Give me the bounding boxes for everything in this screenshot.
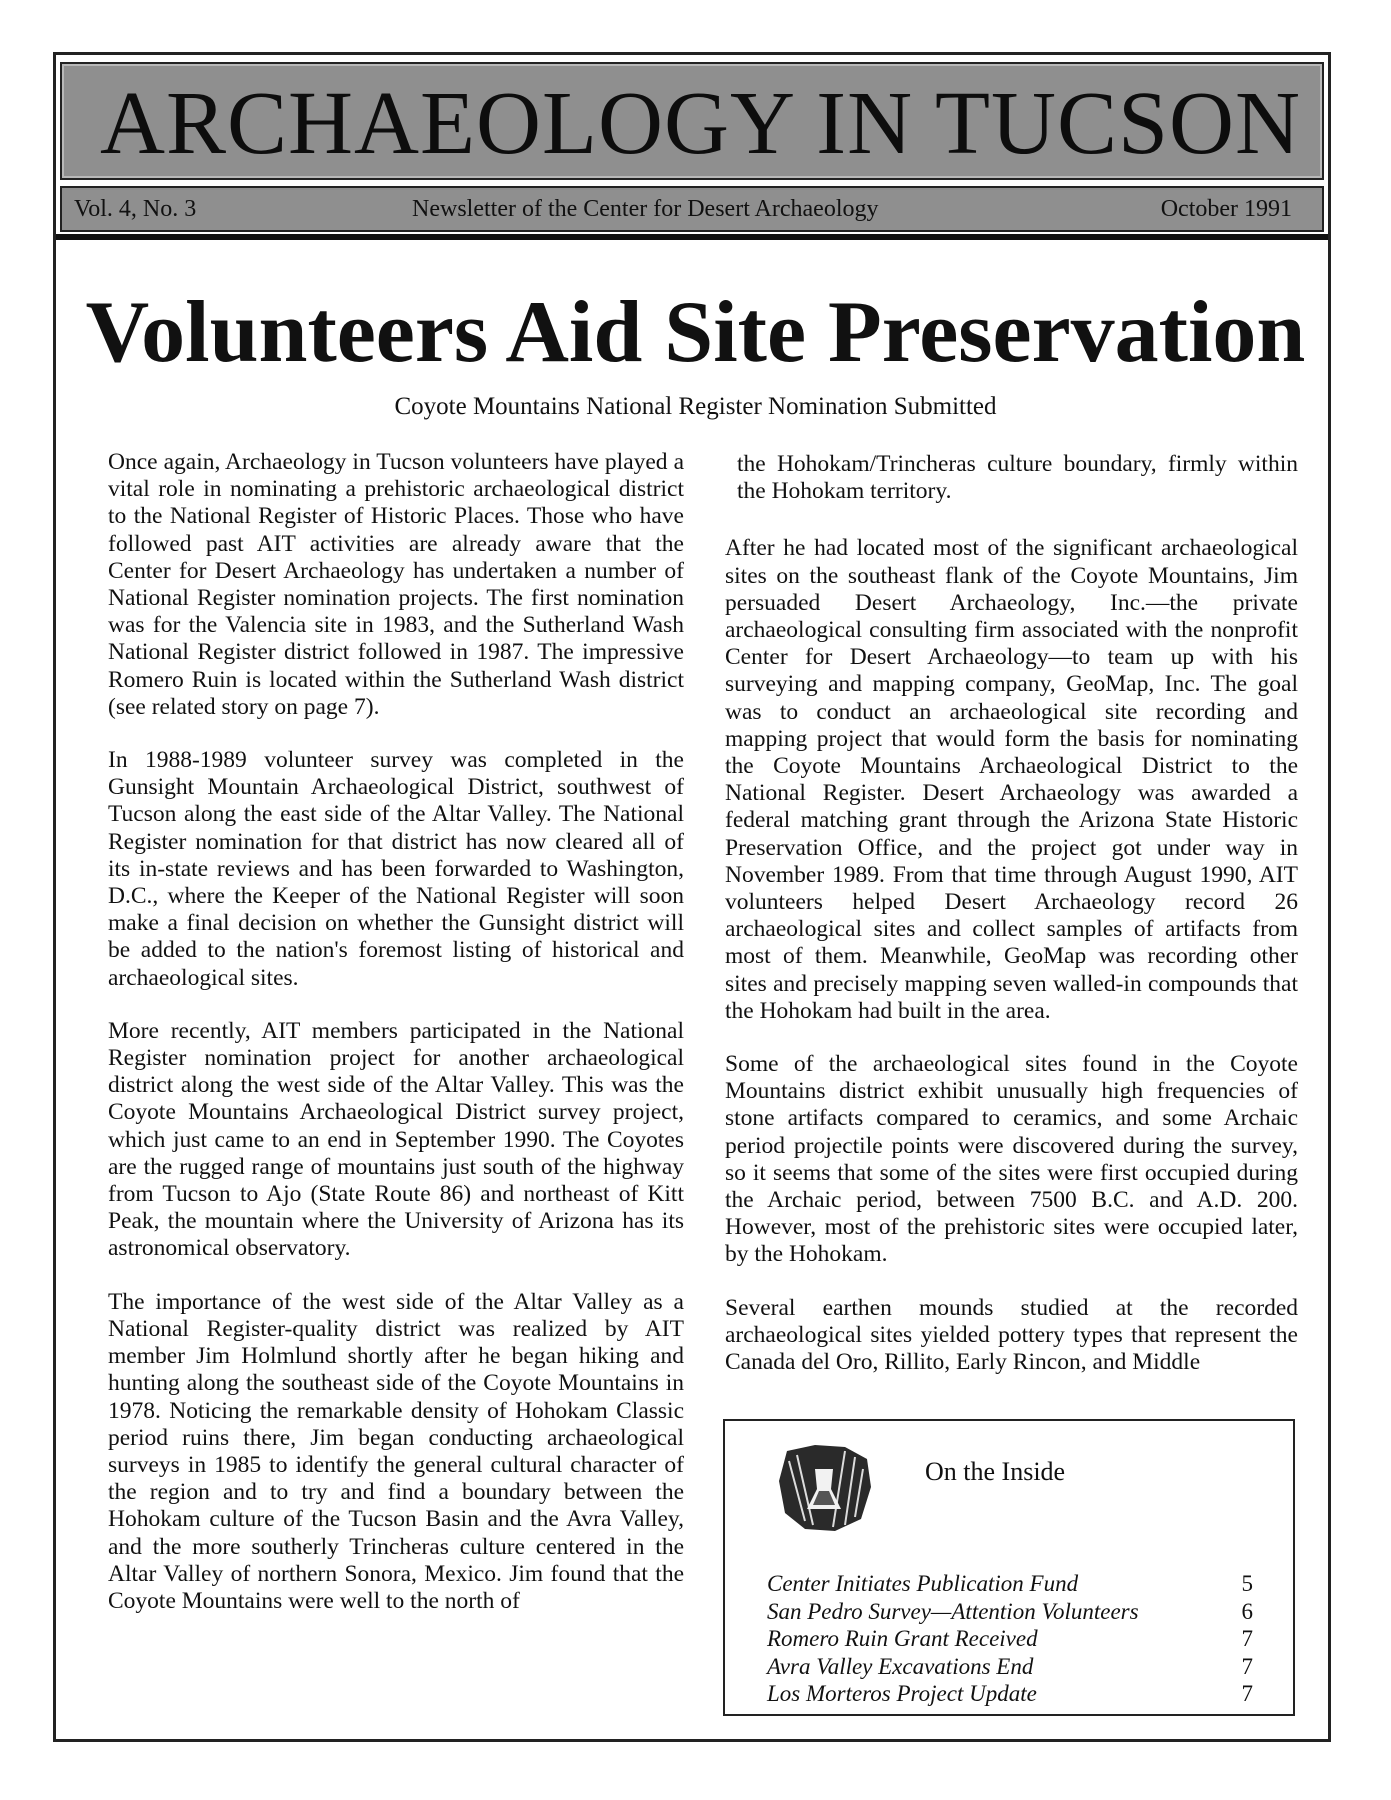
right-column bbox=[725, 451, 1298, 1402]
issue-info-bar bbox=[60, 186, 1324, 232]
article-subheadline: Coyote Mountains National Register Nomination Submitted bbox=[394, 393, 997, 420]
paragraph: the Hohokam/Trincheras culture boundary, firmly within the Hohokam territory. bbox=[737, 451, 1298, 505]
pottery-logo-icon bbox=[775, 1441, 875, 1533]
toc-item-page: 7 bbox=[1241, 1626, 1253, 1651]
paragraph: After he had located most of the significant archaeological sites on the southeast flank of the Coyote Mountains, Jim persuaded Desert Archaeology, Inc.—the private archaeological consulting firm associated with the nonprofit Center for Desert Archaeology—to team up with his surveying and mapping company, GeoMap, Inc. The goal was to conduct an archaeological site recording and mapping project that would form the basis for nominating the Coyote Mountains Archaeological District to the National Register. Desert Archaeology was awarded a federal matching grant through the Arizona State Historic Preservation Office, and the project got under way in November 1989. From that time through August 1990, AIT volunteers helped Desert Archaeology record 26 archaeological sites and collect samples of artifacts from most of them. Meanwhile, GeoMap was recording other sites and precisely mapping seven walled-in compounds that the Hohokam had built in the area. bbox=[725, 535, 1298, 1024]
paragraph: The importance of the west side of the Altar Valley as a National Register-quality district was realized by AIT member Jim Holmlund shortly after he began hiking and hunting along the southeast side of the Coyote Mountains in 1978. Noticing the remarkable density of Hohokam Classic period ruins there, Jim began conducting archaeological surveys in 1985 to identify the general cultural character of the region and to try and find a boundary between the Hohokam culture of the Tucson Basin and the Avra Valley, and the more southerly Trincheras culture centered in the Altar Valley of northern Sonora, Mexico. Jim found that the Coyote Mountains were well to the north of bbox=[108, 1288, 684, 1614]
masthead bbox=[60, 62, 1324, 180]
toc-item bbox=[767, 1599, 1253, 1627]
newsletter-tagline: Newsletter of the Center for Desert Archaeology bbox=[412, 196, 879, 222]
toc-item-page: 6 bbox=[1241, 1598, 1253, 1624]
toc-item-title: Avra Valley Excavations End bbox=[767, 1653, 1034, 1679]
toc-item bbox=[767, 1654, 1253, 1682]
issue-date: October 1991 bbox=[1160, 196, 1292, 222]
table-of-contents bbox=[767, 1571, 1253, 1709]
toc-item-title: Center Initiates Publication Fund bbox=[767, 1571, 1079, 1596]
toc-item bbox=[767, 1626, 1253, 1654]
toc-item bbox=[767, 1681, 1253, 1709]
toc-item-page: 7 bbox=[1241, 1681, 1253, 1706]
toc-item-page: 7 bbox=[1241, 1653, 1253, 1679]
toc-item bbox=[767, 1571, 1253, 1599]
paragraph: Several earthen mounds studied at the recorded archaeological sites yielded pottery types that represent the Canada del Oro, Rillito, Early Rincon, and Middle bbox=[725, 1294, 1298, 1376]
toc-item-title: Romero Ruin Grant Received bbox=[767, 1626, 1038, 1651]
left-column bbox=[108, 449, 684, 1641]
paragraph: Once again, Archaeology in Tucson volunteers have played a vital role in nominating a prehistoric archaeological district to the National Register of Historic Places. Those who have followed past AIT activities are already aware that the Center for Desert Archaeology has undertaken a number of National Register nomination projects. The first nomination was for the Valencia site in 1983, and the Sutherland Wash National Register district followed in 1987. The impressive Romero Ruin is located within the Sutherland Wash district (see related story on page 7). bbox=[108, 449, 684, 720]
volume-number: Vol. 4, No. 3 bbox=[74, 196, 197, 222]
article-headline: Volunteers Aid Site Preservation bbox=[85, 284, 1306, 381]
paragraph: More recently, AIT members participated in the National Register nomination project for another archaeological district along the west side of the Altar Valley. This was the Coyote Mountains Archaeological District survey project, which just came to an end in September 1990. The Coyotes are the rugged range of mountains just south of the highway from Tucson to Ajo (State Route 86) and northeast of Kitt Peak, the mountain where the University of Arizona has its astronomical observatory. bbox=[108, 1017, 684, 1262]
toc-item-title: Los Morteros Project Update bbox=[767, 1681, 1037, 1706]
paragraph: In 1988-1989 volunteer survey was completed in the Gunsight Mountain Archaeological District, southwest of Tucson along the east side of the Altar Valley. The National Register nomination for that district has now cleared all of its in-state reviews and has been forwarded to Washington, D.C., where the Keeper of the National Register will soon make a final decision on whether the Gunsight district will be added to the nation's foremost listing of historical and archaeological sites. bbox=[108, 747, 684, 991]
paragraph: Some of the archaeological sites found in the Coyote Mountains district exhibit unusually high frequencies of stone artifacts compared to ceramics, and some Archaic period projectile points were discovered during the survey, so it seems that some of the sites were first occupied during the Archaic period, between 7500 B.C. and A.D. 200. However, most of the prehistoric sites were occupied later, by the Hohokam. bbox=[725, 1051, 1298, 1268]
toc-item-title: San Pedro Survey—Attention Volunteers bbox=[767, 1598, 1139, 1624]
inside-title: On the Inside bbox=[925, 1457, 1066, 1486]
newsletter-title: ARCHAEOLOGY IN TUCSON bbox=[100, 74, 1302, 173]
on-the-inside-box bbox=[723, 1419, 1295, 1716]
toc-item-page: 5 bbox=[1241, 1571, 1253, 1596]
masthead-rule bbox=[56, 234, 1328, 240]
